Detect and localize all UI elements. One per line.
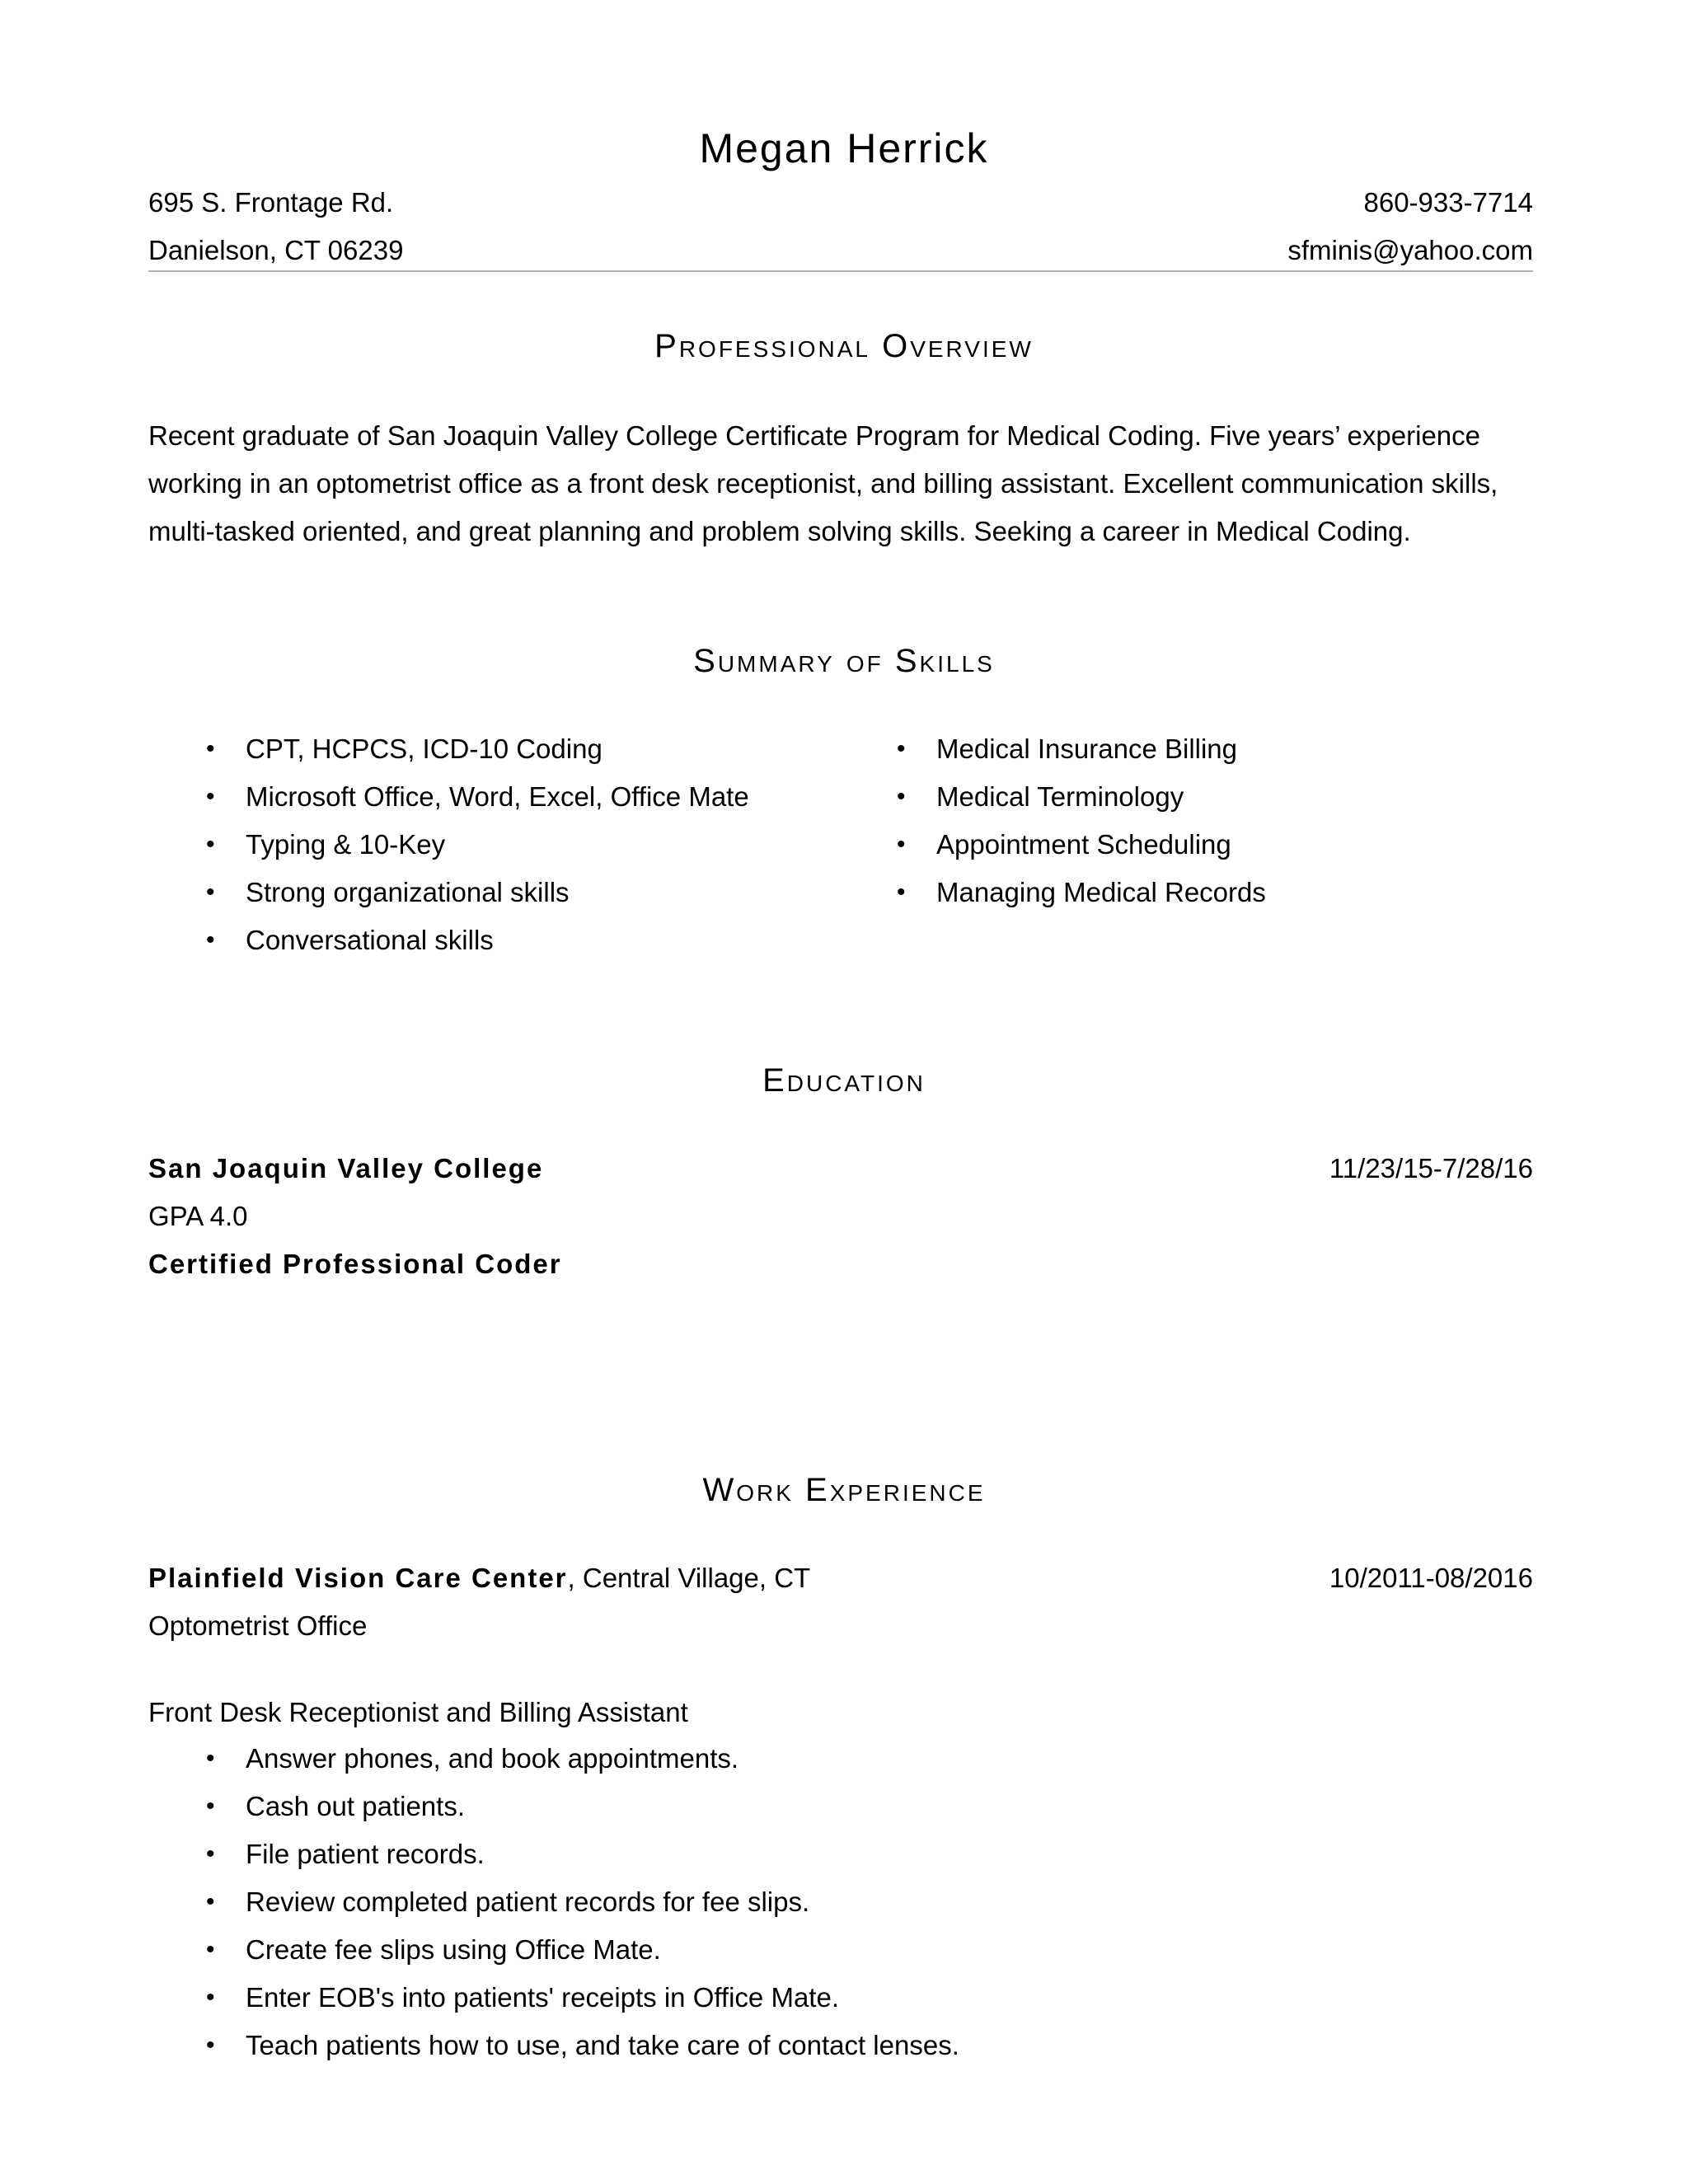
bullet-icon: • <box>206 783 215 810</box>
bullet-icon: • <box>206 1936 215 1963</box>
bullet-icon: • <box>897 879 906 906</box>
work-heading: Work Experience <box>702 1472 986 1508</box>
duty-item: • Answer phones, and book appointments. <box>148 1735 959 1783</box>
skill-item: • Managing Medical Records <box>839 869 1266 916</box>
gpa: GPA 4.0 <box>148 1201 248 1231</box>
bullet-icon: • <box>897 735 906 762</box>
email-address: sfminis@yahoo.com <box>1287 235 1533 265</box>
bullet-icon: • <box>206 1745 215 1772</box>
skill-item: • Conversational skills <box>148 916 749 964</box>
bullet-icon: • <box>206 735 215 762</box>
skill-item: • Microsoft Office, Word, Excel, Office Mate <box>148 773 749 821</box>
bullet-icon: • <box>206 1984 215 2011</box>
bullet-icon: • <box>206 2032 215 2059</box>
skill-item: • Medical Terminology <box>839 773 1266 821</box>
employer-name: Plainfield Vision Care Center <box>148 1563 568 1593</box>
bullet-icon: • <box>206 1840 215 1868</box>
duty-item: • File patient records. <box>148 1830 959 1878</box>
skill-item: • CPT, HCPCS, ICD-10 Coding <box>148 725 749 773</box>
employer-line <box>148 1562 810 1595</box>
employer-type: Optometrist Office <box>148 1610 368 1641</box>
duties-list <box>148 1735 959 2069</box>
skill-item: • Typing & 10-Key <box>148 821 749 869</box>
bullet-icon: • <box>206 926 215 954</box>
education-heading: Education <box>762 1062 926 1099</box>
education-dates: 11/23/15-7/28/16 <box>1329 1153 1533 1183</box>
duty-item: • Cash out patients. <box>148 1783 959 1830</box>
bullet-icon: • <box>206 1888 215 1915</box>
bullet-icon: • <box>206 1793 215 1820</box>
applicant-name: Megan Herrick <box>699 125 989 171</box>
skills-heading: Summary of Skills <box>693 643 995 679</box>
address-line-1: 695 S. Frontage Rd. <box>148 187 394 218</box>
duty-item: • Enter EOB's into patients' receipts in Office Mate. <box>148 1974 959 2022</box>
address-line-2: Danielson, CT 06239 <box>148 235 404 265</box>
school-name: San Joaquin Valley College <box>148 1153 544 1183</box>
skill-item: • Appointment Scheduling <box>839 821 1266 869</box>
overview-paragraph <box>148 412 1550 555</box>
job-title: Front Desk Receptionist and Billing Assistant <box>148 1697 688 1727</box>
skill-item: • Medical Insurance Billing <box>839 725 1266 773</box>
bullet-icon: • <box>897 831 906 858</box>
bullet-icon: • <box>206 831 215 858</box>
phone-number: 860-933-7714 <box>1363 187 1533 218</box>
duty-item: • Create fee slips using Office Mate. <box>148 1926 959 1974</box>
overview-line: multi-tasked oriented, and great planning and problem solving skills. Seeking a career in Medical Coding. <box>148 516 1411 546</box>
bullet-icon: • <box>897 783 906 810</box>
duty-item: • Teach patients how to use, and take care of contact lenses. <box>148 2022 959 2069</box>
work-dates: 10/2011-08/2016 <box>1329 1563 1533 1593</box>
contact-row-1 <box>148 186 1533 219</box>
skills-list-right <box>839 725 1266 916</box>
header-divider <box>148 270 1533 272</box>
credential: Certified Professional Coder <box>148 1249 562 1279</box>
overview-heading: Professional Overview <box>654 328 1034 364</box>
skill-item: • Strong organizational skills <box>148 869 749 916</box>
bullet-icon: • <box>206 879 215 906</box>
overview-line: working in an optometrist office as a front desk receptionist, and billing assistant. Excellent communication skills, <box>148 468 1498 499</box>
overview-line: Recent graduate of San Joaquin Valley College Certificate Program for Medical Coding. Five years’ experience <box>148 420 1481 451</box>
employer-location: , Central Village, CT <box>567 1563 811 1593</box>
contact-row-2 <box>148 234 1533 267</box>
skills-list-left <box>148 725 749 964</box>
duty-item: • Review completed patient records for fee slips. <box>148 1878 959 1926</box>
